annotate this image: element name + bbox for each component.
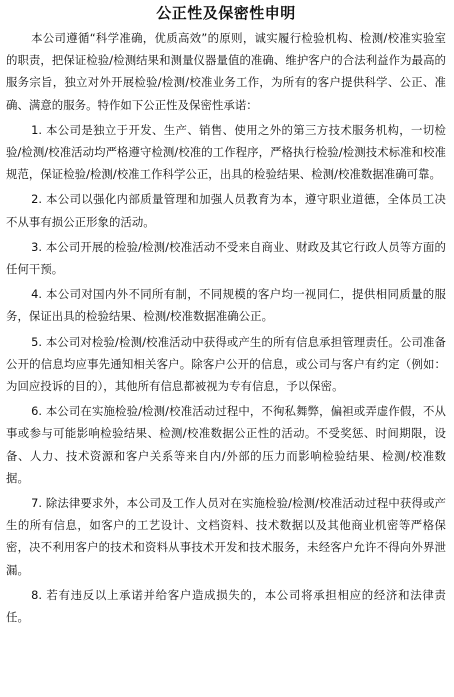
clause-3: 3. 本公司开展的检验/检测/校准活动不受来自商业、财政及其它行政人员等方面的任何干预。 [6, 239, 446, 277]
clause-2: 2. 本公司以强化内部质量管理和加强人员教育为本，遵守职业道德，全体员工决不从事有损公正形象的活动。 [6, 192, 446, 229]
clause-4: 4. 本公司对国内外不同所有制，不同规模的客户均一视同仁，提供相同质量的服务，保证出具的检验结果、检测/校准数据准确公正。 [6, 287, 446, 324]
clause-7: 7. 除法律要求外，本公司及工作人员对在实施检验/检测/校准活动过程中获得或产生的所有信息，如客户的工艺设计、文档资料、技术数据以及其他商业机密等严格保密，决不利用客户的技术和资料从事技术开发和技术服务，未经客户允许不得向外界泄漏。 [6, 496, 446, 577]
clause-5: 5. 本公司对检验/检测/校准活动中获得或产生的所有信息承担管理责任。公司准备公开的信息均应事先通知相关客户。除客户公开的信息，或公司与客户有约定（例如：为回应投诉的目的），其他所有信息都被视为专有信息，予以保密。 [6, 334, 446, 394]
clause-6: 6. 本公司在实施检验/检测/校准活动过程中，不徇私舞弊，偏袒或弄虚作假，不从事或参与可能影响检验结果、检测/校准数据公正性的活动。不受奖惩、时间期限，设备、人力、技术资源和客户关系等来自内/外部的压力而影响检验结果、检测/校准数据。 [6, 404, 446, 485]
intro-paragraph: 本公司遵循“科学准确，优质高效”的原则，诚实履行检验机构、检测/校准实验室的职责，把保证检验/检测结果和测量仪器量值的准确、维护客户的合法利益作为最高的服务宗旨，独立对外开展检验/检测/校准业务工作，为所有的客户提供科学、公正、准确、满意的服务。特作如下公正性及保密性承诺： [6, 31, 446, 112]
clause-8: 8. 若有违反以上承诺并给客户造成损失的，本公司将承担相应的经济和法律责任。 [6, 587, 446, 625]
clause-1: 1. 本公司是独立于开发、生产、销售、使用之外的第三方技术服务机构，一切检验/检测/校准活动均严格遵守检测/校准的工作程序，严格执行检验/检测技术标准和校准规范，保证检验/检测/校准工作科学公正，出具的检验结果、检测/校准数据准确可靠。 [6, 122, 446, 182]
document-title: 公正性及保密性申明 [156, 4, 296, 22]
